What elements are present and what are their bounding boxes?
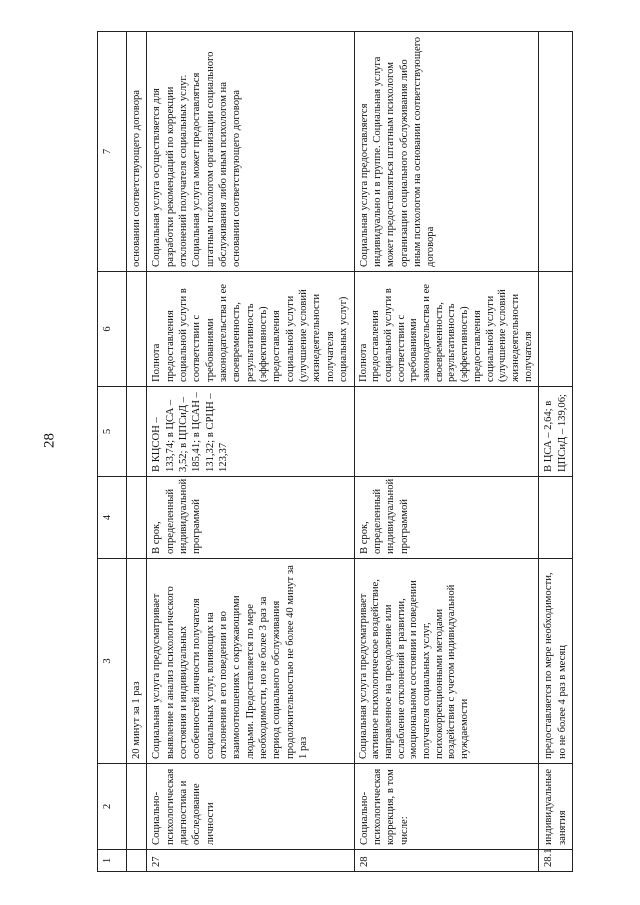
cell (127, 272, 147, 387)
rotated-page-content (97, 32, 568, 872)
service-description: Социальная услуга предусматривает выявление и анализ психологического состояния и индивидуальных особенностей личности получателя социальных услуг, влияющих на отклонения в его поведении и во взаимоотношениях с окружающими людьми. Предоставляется по мере необходимости, но не более 3 раз за период социального обслуживания продолжительностью не более 40 минут за 1 раз (147, 559, 354, 764)
header-row (98, 32, 127, 872)
service-tariffs: В ЦСА – 2,64; в ЦПСиД – 139,06; (539, 387, 573, 477)
service-term: В срок, определенный индивидуальной программой (147, 477, 354, 559)
service-name: Социально-психологическая диагностика и обследование личности (147, 764, 354, 850)
service-name: индивидуальные занятия (539, 764, 573, 850)
continuation-conditions: основании соответствующего договора (127, 32, 147, 272)
service-conditions: Социальная услуга предоставляется индивидуально и в группе. Социальная услуга может предоставляться штатным психологом организации социального обслуживания либо иным психологом на основании соответствующего договора (354, 32, 539, 272)
service-description: предоставляется по мере необходимости, но не более 4 раз в месяц (539, 559, 573, 764)
continuation-description: 20 минут за 1 раз (127, 559, 147, 764)
cell (127, 764, 147, 850)
service-term (539, 477, 573, 559)
service-name: Социально-психологическая коррекция, в том числе: (354, 764, 539, 850)
service-description: Социальная услуга предусматривает активное психологическое воздействие, направленное на преодоление или ослабление отклонений в развитии, эмоциональном состоянии и поведении получателя социальных услуг, психокоррекционными методами воздействия с учетом индивидуальной нуждаемости (354, 559, 539, 764)
cell (127, 477, 147, 559)
service-conditions (539, 32, 573, 272)
services-table (97, 31, 573, 872)
quality-indicators (539, 272, 573, 387)
table-row (147, 32, 354, 872)
page-number: 28 (41, 433, 58, 448)
service-term: В срок, определенный индивидуальной программой (354, 477, 539, 559)
header-col-7: 7 (98, 32, 127, 272)
header-col-5: 5 (98, 387, 127, 477)
cell (127, 387, 147, 477)
row-number: 28 (354, 850, 539, 872)
header-col-2: 2 (98, 764, 127, 850)
table-row (354, 32, 539, 872)
service-tariffs (354, 387, 539, 477)
table-row (539, 32, 573, 872)
quality-indicators: Полнота предоставления социальной услуги в соответствии с требованиями законодательства и ее своевременность, результативность (эффективность) предоставления социальной услуги (улучшение условий жизнедеятельности получателя социальных услуг) (147, 272, 354, 387)
row-number: 27 (147, 850, 354, 872)
service-tariffs: В КЦСОН – 133,74; в ЦСА – 3,52; в ЦПСиД – 185,41; в ЦСАН – 131,32; в СРЦН – 123,37 (147, 387, 354, 477)
cell (127, 850, 147, 872)
continuation-row (127, 32, 147, 872)
quality-indicators: Полнота предоставления социальной услуги в соответствии с требованиями законодательства и ее своевременность, результативность (эффективность) предоставления социальной услуги (улучшение условий жизнедеятельности получателя (354, 272, 539, 387)
header-col-1: 1 (98, 850, 127, 872)
row-number: 28.1 (539, 850, 573, 872)
service-conditions: Социальная услуга осуществляется для разработки рекомендаций по коррекции отклонений получателя социальных услуг. Социальная услуга может предоставляться штатным психологом организации социального обслуживания либо иным психологом на основании соответствующего договора (147, 32, 354, 272)
header-col-6: 6 (98, 272, 127, 387)
header-col-3: 3 (98, 559, 127, 764)
header-col-4: 4 (98, 477, 127, 559)
